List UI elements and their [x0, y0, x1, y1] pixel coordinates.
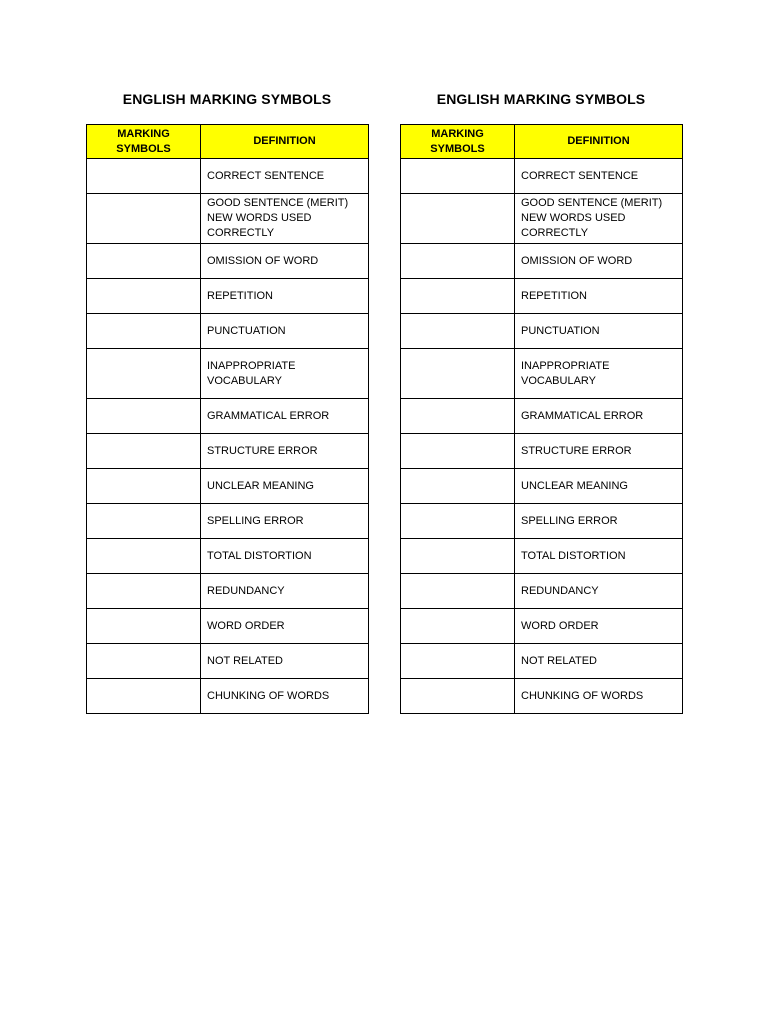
symbol-cell: [87, 679, 201, 714]
symbol-cell: [401, 194, 515, 244]
definition-text: GRAMMATICAL ERROR: [521, 409, 644, 422]
definition-cell: [201, 644, 369, 679]
header-marking-line1: MARKING: [117, 127, 170, 140]
symbol-cell: [401, 679, 515, 714]
symbol-cell: [87, 504, 201, 539]
definition-text: OMISSION OF WORD: [207, 254, 319, 267]
symbol-cell: [401, 644, 515, 679]
definition-cell: [201, 314, 369, 349]
definition-cell: [515, 314, 683, 349]
marking-symbols-panel-left: [86, 88, 368, 714]
definition-text: PUNCTUATION: [521, 324, 600, 337]
table-row: [87, 434, 369, 469]
definition-cell: [201, 539, 369, 574]
symbol-cell: [401, 609, 515, 644]
definition-text: WORD ORDER: [521, 619, 599, 632]
definition-text: CHUNKING OF WORDS: [521, 689, 644, 702]
table-row: [401, 539, 683, 574]
definition-text: OMISSION OF WORD: [521, 254, 633, 267]
definition-text: NEW WORDS USED: [207, 212, 312, 224]
table-row: [87, 679, 369, 714]
definition-cell: [515, 194, 683, 244]
symbol-cell: [401, 504, 515, 539]
definition-text: GOOD SENTENCE (MERIT): [521, 197, 663, 209]
table-row: [401, 194, 683, 244]
table-row: [401, 244, 683, 279]
definition-cell: [515, 609, 683, 644]
table-row: [87, 314, 369, 349]
definition-cell: [515, 434, 683, 469]
definition-text: VOCABULARY: [207, 374, 282, 387]
table-row: [87, 279, 369, 314]
definition-cell: [201, 434, 369, 469]
symbol-cell: [87, 609, 201, 644]
definition-cell: [201, 244, 369, 279]
symbol-cell: [87, 244, 201, 279]
table-row: [87, 574, 369, 609]
symbol-cell: [401, 279, 515, 314]
symbol-cell: [87, 314, 201, 349]
table-row: [87, 504, 369, 539]
header-definition: DEFINITION: [515, 125, 683, 159]
symbol-cell: [401, 159, 515, 194]
panel-title: ENGLISH MARKING SYMBOLS: [436, 91, 646, 107]
definition-cell: [515, 644, 683, 679]
header-marking-line2: SYMBOLS: [430, 142, 485, 155]
definition-cell: [201, 469, 369, 504]
definition-cell: [201, 574, 369, 609]
table-row: [87, 539, 369, 574]
symbol-cell: [401, 349, 515, 399]
header-marking-symbols: [401, 125, 515, 159]
symbol-cell: [401, 314, 515, 349]
header-marking-symbols: [87, 125, 201, 159]
definition-cell: [515, 574, 683, 609]
marking-symbols-panel-right: [400, 88, 682, 714]
table-row: [87, 159, 369, 194]
symbol-cell: [87, 574, 201, 609]
definition-cell: [515, 504, 683, 539]
table-body: [87, 159, 369, 714]
symbol-cell: [87, 349, 201, 399]
definition-text: VOCABULARY: [521, 374, 596, 387]
table-row: [401, 399, 683, 434]
table-row: [401, 679, 683, 714]
table-header-row: [401, 125, 683, 159]
definition-text: NOT RELATED: [521, 654, 597, 667]
definition-text: NEW WORDS USED: [521, 212, 626, 224]
symbol-cell: [87, 644, 201, 679]
table-header-row: [87, 125, 369, 159]
definition-text: UNCLEAR MEANING: [521, 479, 628, 492]
table-row: [87, 644, 369, 679]
definition-text: CORRECT SENTENCE: [207, 169, 325, 182]
definition-cell: [515, 399, 683, 434]
definition-text: PUNCTUATION: [207, 324, 286, 337]
symbol-cell: [401, 434, 515, 469]
definition-text: SPELLING ERROR: [521, 514, 618, 527]
table-row: [87, 609, 369, 644]
symbol-cell: [87, 539, 201, 574]
definition-text: REDUNDANCY: [521, 584, 599, 597]
symbol-cell: [401, 469, 515, 504]
table-row: [401, 434, 683, 469]
definition-cell: [201, 399, 369, 434]
definition-cell: [515, 159, 683, 194]
definition-text: TOTAL DISTORTION: [521, 549, 626, 562]
table-row: [87, 399, 369, 434]
header-marking-line1: MARKING: [431, 127, 484, 140]
table-row: [401, 349, 683, 399]
marking-symbols-table: [400, 124, 683, 714]
definition-cell: [515, 679, 683, 714]
definition-text: STRUCTURE ERROR: [207, 444, 318, 457]
definition-cell: [515, 469, 683, 504]
definition-text: SPELLING ERROR: [207, 514, 304, 527]
table-row: [401, 644, 683, 679]
table-row: [401, 314, 683, 349]
definition-text: GOOD SENTENCE (MERIT): [207, 197, 349, 209]
definition-text: REDUNDANCY: [207, 584, 285, 597]
symbol-cell: [401, 399, 515, 434]
definition-cell: [515, 349, 683, 399]
table-row: [401, 159, 683, 194]
definition-text: CHUNKING OF WORDS: [207, 689, 330, 702]
definition-text: CORRECT SENTENCE: [521, 169, 639, 182]
definition-cell: [201, 194, 369, 244]
definition-text: CORRECTLY: [207, 227, 275, 239]
symbol-cell: [87, 469, 201, 504]
header-definition: DEFINITION: [201, 125, 369, 159]
symbol-cell: [401, 574, 515, 609]
table-row: [87, 244, 369, 279]
table-row: [401, 574, 683, 609]
definition-cell: [201, 279, 369, 314]
definition-cell: [201, 504, 369, 539]
marking-symbols-table: [86, 124, 369, 714]
table-row: [401, 609, 683, 644]
definition-text: WORD ORDER: [207, 619, 285, 632]
table-row: [401, 469, 683, 504]
definition-text: NOT RELATED: [207, 654, 283, 667]
table-row: [401, 279, 683, 314]
panel-title: ENGLISH MARKING SYMBOLS: [122, 91, 332, 107]
definition-text: STRUCTURE ERROR: [521, 444, 632, 457]
definition-text: CORRECTLY: [521, 227, 589, 239]
table-row: [87, 349, 369, 399]
symbol-cell: [87, 434, 201, 469]
symbol-cell: [87, 399, 201, 434]
definition-text: INAPPROPRIATE: [521, 359, 610, 372]
definition-text: GRAMMATICAL ERROR: [207, 409, 330, 422]
definition-text: REPETITION: [207, 289, 274, 302]
symbol-cell: [401, 244, 515, 279]
header-marking-line2: SYMBOLS: [116, 142, 171, 155]
definition-text: UNCLEAR MEANING: [207, 479, 314, 492]
table-body: [401, 159, 683, 714]
definition-text: INAPPROPRIATE: [207, 359, 296, 372]
table-row: [87, 194, 369, 244]
definition-cell: [201, 609, 369, 644]
definition-cell: [201, 159, 369, 194]
symbol-cell: [87, 194, 201, 244]
definition-cell: [201, 679, 369, 714]
table-row: [401, 504, 683, 539]
definition-cell: [201, 349, 369, 399]
table-row: [87, 469, 369, 504]
symbol-cell: [87, 159, 201, 194]
definition-cell: [515, 279, 683, 314]
definition-text: TOTAL DISTORTION: [207, 549, 312, 562]
definition-cell: [515, 539, 683, 574]
symbol-cell: [87, 279, 201, 314]
definition-cell: [515, 244, 683, 279]
definition-text: REPETITION: [521, 289, 588, 302]
symbol-cell: [401, 539, 515, 574]
